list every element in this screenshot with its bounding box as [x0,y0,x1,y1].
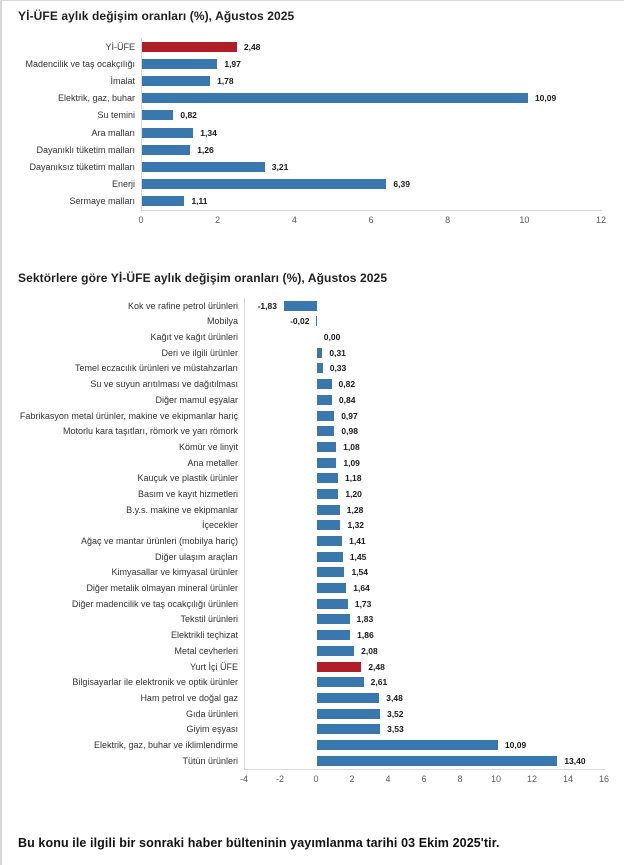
table-row [2,627,624,643]
category-label: Tekstil ürünleri [180,614,238,625]
value-label: 1,32 [347,520,365,531]
x-axis-tick-label: 4 [291,214,297,225]
category-label: Ara malları [91,127,135,138]
value-label: 1,20 [345,488,362,499]
category-label: B.y.s. makine ve ekipmanlar [126,504,238,515]
category-label: Temel eczacılık ürünleri ve müstahzarları [74,363,238,374]
bar-track [244,706,604,722]
category-label: Yİ-ÜFE [105,41,135,52]
table-row [2,141,624,158]
bar-track [244,439,604,455]
value-label: 3,52 [386,708,404,719]
category-label: Bilgisayarlar ile elektronik ve optik ürünler [72,677,238,688]
bar [142,59,217,69]
bar [142,110,173,120]
bar [316,316,317,326]
bar-track [141,72,601,89]
category-label: Elektrikli teçhizat [170,630,238,641]
bar [317,724,380,734]
value-label: 1,08 [343,441,360,452]
value-label: 10,09 [504,739,527,750]
bar [317,395,332,405]
bar-track [244,392,604,408]
category-label: Metal cevherleri [174,645,238,656]
x-axis-tick-label: 2 [215,214,221,225]
x-axis-tick-label: 16 [598,773,610,784]
category-label: Basım ve kayıt hizmetleri [137,488,238,499]
table-row [2,612,624,628]
table-row [2,392,624,408]
category-label: Deri ve ilgili ürünler [161,347,238,358]
bar-track [141,176,601,193]
bar-track [244,596,604,612]
table-row [2,690,624,706]
value-label: 2,61 [370,677,388,688]
bar-track [244,329,604,345]
table-row [2,72,624,89]
category-label: Diğer mamul eşyalar [155,394,238,405]
bar [284,301,317,311]
bar-track [244,345,604,361]
value-label: -1,83 [257,300,277,311]
highlight-bar [142,42,237,52]
bar-track [244,376,604,392]
category-label: Enerji [111,179,135,190]
table-row [2,376,624,392]
bar-track [141,193,601,210]
bar-track [244,502,604,518]
bar-track [244,612,604,628]
table-row [2,565,624,581]
value-label: 1,45 [349,551,367,562]
category-label: Dayanıklı tüketim malları [36,144,135,155]
next-bulletin-note: Bu konu ile ilgili bir sonraki haber bülteninin yayımlanma tarihi 03 Ekim 2025'tir. [18,835,500,850]
bar [317,630,350,640]
value-label: 2,08 [361,645,378,656]
category-label: Kağıt ve kağıt ürünleri [150,332,238,343]
table-row [2,706,624,722]
bar-track [244,721,604,737]
bar-track [244,470,604,486]
value-label: 0,84 [338,394,356,405]
bar-track [141,124,601,141]
value-label: 1,97 [224,58,241,69]
chart-plot-area [2,298,624,769]
value-label: 10,09 [534,93,557,104]
x-axis-line [141,210,602,211]
table-row [2,193,624,210]
bar-track [244,753,604,769]
bar-track [141,141,601,158]
table-row [2,455,624,471]
bar [317,677,364,687]
bar [317,756,558,766]
category-label: Su temini [97,110,135,121]
chart-plot-area [2,38,624,210]
bar [142,76,210,86]
table-row [2,659,624,675]
chart-yiufe-monthly [2,1,624,231]
bar [317,411,334,421]
bar-track [244,690,604,706]
chart-title: Sektörlere göre Yİ-ÜFE aylık değişim oranları (%), Ağustos 2025 [18,270,388,285]
table-row [2,90,624,107]
bar-track [244,659,604,675]
value-label: 1,83 [356,614,374,625]
category-label: Ana metaller [187,457,238,468]
category-label: Ham petrol ve doğal gaz [140,692,238,703]
category-label: Elektrik, gaz, buhar ve iklimlendirme [93,739,238,750]
table-row [2,423,624,439]
value-label: 0,00 [323,332,341,343]
table-row [2,361,624,377]
bar [317,693,379,703]
category-label: Kok ve rafine petrol ürünleri [127,300,238,311]
value-label: 1,78 [217,75,234,86]
bar-track [244,580,604,596]
bar [142,179,386,189]
value-label: 3,21 [271,161,289,172]
x-axis-ticks [239,773,610,790]
x-axis-tick-label: 6 [368,214,374,225]
table-row [2,329,624,345]
bar-track [244,643,604,659]
category-label: İçecekler [201,520,238,531]
bar [317,442,336,452]
value-label: 0,82 [180,110,197,121]
x-axis-tick-label: 10 [490,773,502,784]
bar-track [141,90,601,107]
bar [142,93,528,103]
bar-track [244,455,604,471]
table-row [2,408,624,424]
value-label: 2,48 [368,661,385,672]
x-axis-tick-label: 8 [445,214,451,225]
bar [317,473,338,483]
bar [317,363,323,373]
bar [317,379,332,389]
x-axis-ticks [138,214,607,231]
x-axis-tick-label: 4 [385,773,391,784]
table-row [2,674,624,690]
x-axis-tick-label: 0 [313,773,319,784]
category-label: Kimyasallar ve kimyasal ürünler [111,567,238,578]
value-label: 1,18 [344,473,362,484]
bar [317,646,354,656]
value-label: 1,09 [343,457,360,468]
table-row [2,55,624,72]
category-label: İmalat [110,75,135,86]
category-label: Sermaye malları [69,196,135,207]
bar-track [244,533,604,549]
x-axis-tick-label: 2 [349,773,355,784]
category-label: Giyim eşyası [186,724,238,735]
value-label: 3,53 [387,724,404,735]
x-axis-tick-label: -4 [239,773,249,784]
category-label: Diğer madencilik ve taş ocakçılığı ürünleri [71,598,238,609]
bar [317,599,348,609]
value-label: 6,39 [393,179,410,190]
table-row [2,596,624,612]
value-label: 1,64 [353,583,370,594]
x-axis-tick-label: -2 [275,773,285,784]
category-label: Kauçuk ve plastik ürünler [137,473,238,484]
value-label: 1,34 [200,127,217,138]
category-label: Gıda ürünleri [185,708,238,719]
bar [317,552,343,562]
table-row [2,580,624,596]
bar [317,614,350,624]
bar [317,348,323,358]
bar-track [244,298,604,314]
value-label: 3,48 [386,692,403,703]
table-row [2,502,624,518]
bar [317,505,340,515]
category-label: Yurt İçi ÜFE [189,661,238,672]
category-label: Diğer metalik olmayan mineral ürünler [86,583,238,594]
highlight-bar [317,662,362,672]
bar-track [244,737,604,753]
value-label: 1,73 [354,598,372,609]
category-label: Motorlu kara taşıtları, römork ve yarı römork [62,426,238,437]
value-label: 1,41 [349,536,366,547]
value-label: 0,97 [341,410,358,421]
value-label: 1,54 [351,567,368,578]
bar [142,145,190,155]
bar [142,196,184,206]
table-row [2,721,624,737]
bar-track [244,549,604,565]
bar [317,536,342,546]
bar-track [244,314,604,330]
category-label: Tütün ürünleri [182,755,238,766]
bar-track [244,627,604,643]
value-label: 1,11 [191,196,208,207]
bar-track [244,674,604,690]
chart-title: Yİ-ÜFE aylık değişim oranları (%), Ağustos 2025 [18,9,295,23]
bar [317,709,380,719]
bar [317,520,341,530]
category-label: Ağaç ve mantar ürünleri (mobilya hariç) [80,536,238,547]
table-row [2,107,624,124]
bar [142,162,265,172]
table-row [2,345,624,361]
bar-track [244,423,604,439]
x-axis-tick-label: 12 [526,773,538,784]
bar-track [141,55,601,72]
bar-track [141,107,601,124]
bar-track [141,158,601,175]
value-label: 2,48 [243,41,261,52]
bar [317,567,345,577]
table-row [2,314,624,330]
table-row [2,470,624,486]
category-label: Fabrikasyon metal ürünler, makine ve ekipmanlar hariç [19,410,238,421]
bar [317,489,339,499]
value-label: -0,02 [290,316,310,327]
category-label: Mobilya [206,316,238,327]
table-row [2,549,624,565]
table-row [2,176,624,193]
bar-track [244,408,604,424]
table-row [2,124,624,141]
value-label: 1,86 [357,630,374,641]
value-label: 0,31 [329,347,346,358]
bar-track [244,565,604,581]
x-axis-tick-label: 6 [421,773,427,784]
category-label: Dayanıksız tüketim malları [29,161,135,172]
value-label: 13,40 [564,755,586,766]
bar-track [141,38,601,55]
category-label: Madencilik ve taş ocakçılığı [25,58,135,69]
bar [317,583,346,593]
category-label: Kömür ve linyit [178,441,238,452]
chart-yiufe-sectors [2,271,624,790]
bar-track [244,518,604,534]
x-axis-tick-label: 8 [457,773,463,784]
value-label: 1,26 [197,144,214,155]
table-row [2,439,624,455]
table-row [2,518,624,534]
x-axis-tick-label: 0 [138,214,144,225]
value-label: 1,28 [346,504,364,515]
value-label: 0,33 [329,363,347,374]
table-row [2,38,624,55]
bar [317,426,335,436]
value-label: 0,98 [341,426,358,437]
bar [317,458,337,468]
bar-track [244,361,604,377]
value-label: 0,82 [338,379,356,390]
bar [142,128,193,138]
category-label: Diğer ulaşım araçları [154,551,238,562]
x-axis-line [244,769,605,770]
x-axis-tick-label: 10 [519,214,530,225]
table-row [2,753,624,769]
table-row [2,533,624,549]
x-axis-tick-label: 12 [595,214,607,225]
bar-track [244,486,604,502]
table-row [2,737,624,753]
category-label: Elektrik, gaz, buhar [57,93,135,104]
table-row [2,298,624,314]
table-row [2,643,624,659]
bar [317,740,498,750]
x-axis-tick-label: 14 [562,773,574,784]
table-row [2,486,624,502]
table-row [2,158,624,175]
category-label: Su ve suyun arıtılması ve dağıtılması [90,379,238,390]
